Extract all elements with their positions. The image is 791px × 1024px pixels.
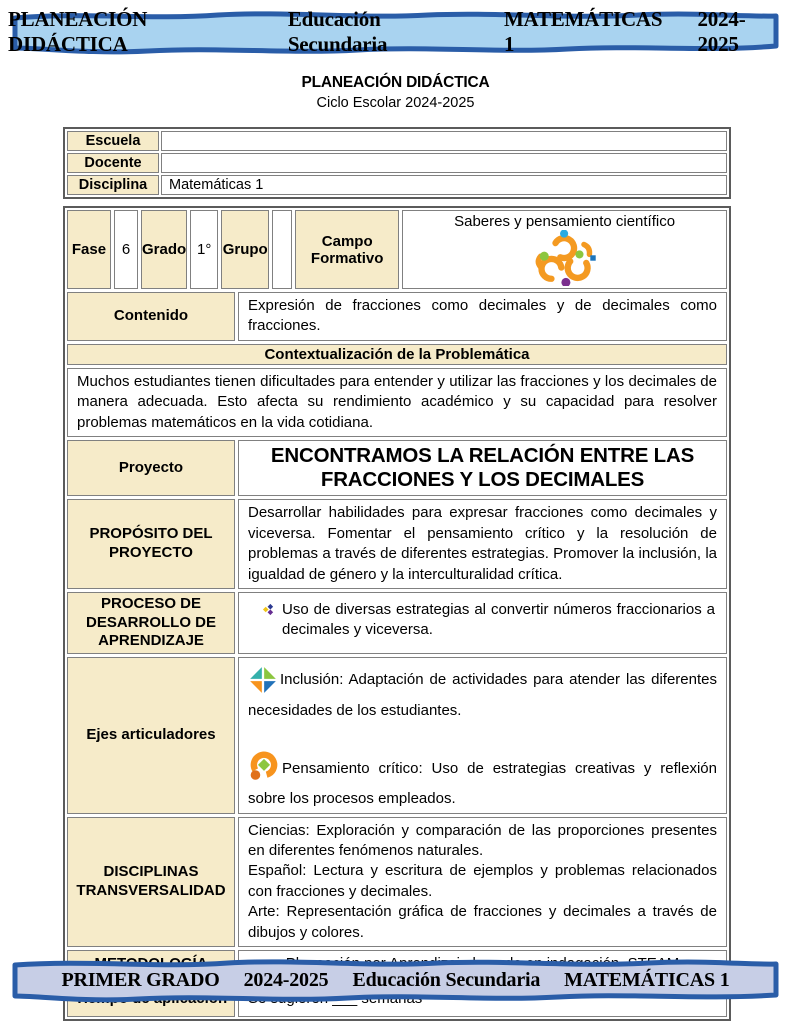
- fase-value: 6: [114, 210, 138, 289]
- docente-label: Docente: [67, 153, 159, 173]
- grado-value: 1°: [190, 210, 218, 289]
- page-subtitle: Ciclo Escolar 2024-2025: [316, 95, 475, 111]
- disciplina-espanol: Español: Lectura y escritura de ejemplos y problemas relacionados con fracciones y decimales.: [248, 862, 717, 900]
- eje-pensamiento-text: Pensamiento crítico: Uso de estrategias creativas y reflexión sobre los procesos empleados.: [248, 759, 717, 808]
- contextualizacion-text: Muchos estudiantes tienen dificultades para entender y utilizar las fracciones y los decimales de manera adecuada. Esto afecta su rendimiento académico y su capacidad para resolver problemas matemáticos en la vida cotidiana.: [67, 368, 727, 437]
- banner-doc-type: PLANEACIÓN DIDÁCTICA: [8, 7, 148, 56]
- contenido-value: Expresión de fracciones como decimales y de decimales como fracciones.: [238, 292, 727, 341]
- contextualizacion-header-row: [67, 344, 727, 365]
- planning-table: [63, 206, 731, 1021]
- contextualizacion-text-row: [67, 368, 727, 437]
- banner-level: Educación Secundaria: [287, 7, 388, 56]
- banner-subject: MATEMÁTICAS 1: [503, 7, 663, 56]
- page-title: PLANEACIÓN DIDÁCTICA: [301, 74, 490, 91]
- inclusion-icon: [248, 666, 278, 700]
- disciplina-arte: Arte: Representación gráfica de fracciones y decimales a través de dibujos y colores.: [248, 903, 717, 941]
- bullet-arrow-icon: [262, 603, 275, 616]
- docente-value: [161, 153, 727, 173]
- proceso-value: [238, 592, 727, 654]
- table-row: [67, 153, 727, 173]
- eje-inclusion-text: Inclusión: Adaptación de actividades para atender las diferentes necesidades de los estudiantes.: [248, 671, 717, 719]
- table-row: [67, 131, 727, 151]
- fase-row: [67, 210, 727, 289]
- document-title-block: [0, 74, 791, 111]
- proposito-row: [67, 499, 727, 589]
- banner-cycle: 2024-2025: [697, 7, 746, 56]
- escuela-value: [161, 131, 727, 151]
- proyecto-label: Proyecto: [67, 440, 235, 496]
- disciplina-value: Matemáticas 1: [161, 175, 727, 195]
- list-item: [248, 666, 717, 721]
- proposito-value: [238, 499, 727, 589]
- list-item: [248, 596, 717, 641]
- disciplinas-row: [67, 817, 727, 947]
- campo-formativo-value: [402, 210, 727, 289]
- ejes-label: Ejes articuladores: [67, 657, 235, 814]
- contextualizacion-header: Contextualización de la Problemática: [67, 344, 727, 365]
- disciplina-ciencias: Ciencias: Exploración y comparación de las proporciones presentes en diferentes fenómenos naturales.: [248, 821, 717, 860]
- proposito-text: Desarrollar habilidades para expresar fracciones como decimales y viceversa. Fomentar el pensamiento crítico y la resolución de problemas a través de diferentes estrategias. Promover la inclusión, la igualdad de género y la interculturalidad crítica.: [248, 504, 717, 583]
- disciplina-label: Disciplina: [67, 175, 159, 195]
- header-banner-text: [8, 8, 783, 56]
- proposito-label: PROPÓSITO DEL PROYECTO: [67, 499, 235, 589]
- disciplinas-value: [238, 817, 727, 947]
- footer-banner: [8, 956, 783, 1004]
- footer-subject: MATEMÁTICAS 1: [564, 968, 730, 991]
- proceso-row: [67, 592, 727, 654]
- ejes-value: [238, 657, 727, 814]
- escuela-label: Escuela: [67, 131, 159, 151]
- proyecto-row: [67, 440, 727, 496]
- pensamiento-critico-icon: [248, 751, 280, 789]
- footer-banner-text: [8, 956, 783, 1004]
- fase-label: Fase: [67, 210, 111, 289]
- table-row: [67, 175, 727, 195]
- saberes-icon: [532, 230, 598, 286]
- header-banner: [8, 8, 783, 56]
- footer-cycle: 2024-2025: [243, 968, 329, 991]
- proceso-bullet-text: Uso de diversas estrategias al convertir números fraccionarios a decimales y viceversa.: [282, 600, 715, 639]
- proceso-label: PROCESO DE DESARROLLO DE APRENDIZAJE: [67, 592, 235, 654]
- grado-label: Grado: [141, 210, 187, 289]
- campo-formativo-label: Campo Formativo: [295, 210, 399, 289]
- footer-level: Educación Secundaria: [352, 968, 541, 991]
- school-info-table: [63, 127, 731, 199]
- list-item: [248, 751, 717, 810]
- disciplinas-label: DISCIPLINAS TRANSVERSALIDAD: [67, 817, 235, 947]
- contenido-row: [67, 292, 727, 341]
- campo-formativo-text: Saberes y pensamiento científico: [454, 213, 676, 230]
- footer-grade: PRIMER GRADO: [61, 968, 220, 991]
- contenido-label: Contenido: [67, 292, 235, 341]
- grupo-label: Grupo: [221, 210, 269, 289]
- proyecto-value: [238, 440, 727, 496]
- grupo-value: [272, 210, 292, 289]
- ejes-row: [67, 657, 727, 814]
- proyecto-title: ENCONTRAMOS LA RELACIÓN ENTRE LAS FRACCIONES Y LOS DECIMALES: [270, 443, 695, 492]
